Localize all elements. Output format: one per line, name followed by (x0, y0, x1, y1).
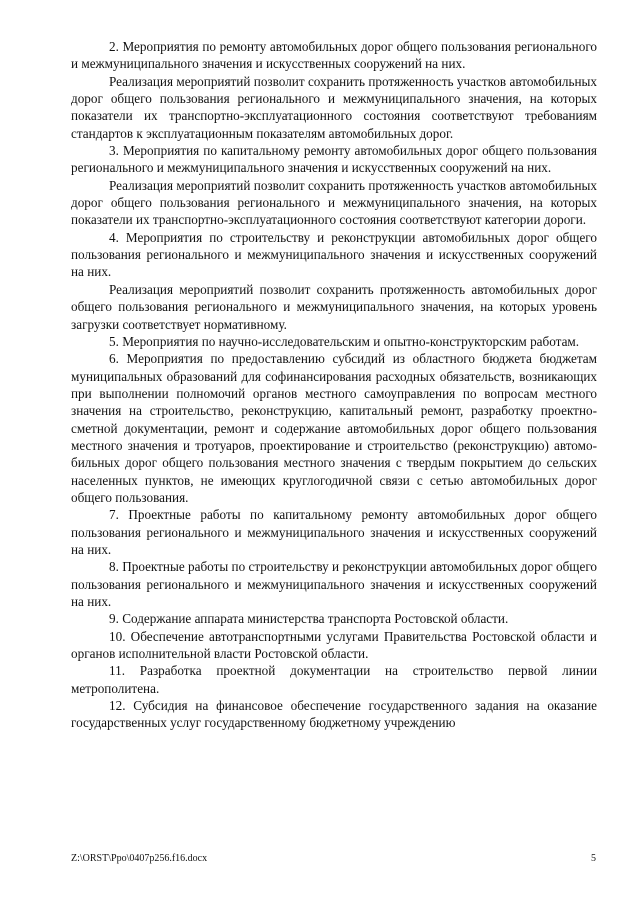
paragraph-item-3: 3. Мероприятия по капитальному ремонту автомобильных дорог общего пользования регионального и межмуниципального значения и искусственных сооружений на них. (71, 143, 597, 176)
paragraph-result-2: Реализация мероприятий позволит сохранить протяженность участков автомобильных дорог общего пользования регионального и межмуниципального значения, на которых показатели их транспортно-эксплуатационного состояния соответствуют требованиям стандартов к эксплуатационным показателям автомобильных дорог. (71, 73, 597, 141)
page-number: 5 (591, 853, 596, 864)
footer-file-path: Z:\ORST\Ppo\0407p256.f16.docx (71, 853, 208, 864)
paragraph-item-11: 11. Разработка проектной документации на строительство первой линии метрополитена. (71, 663, 597, 696)
paragraph-item-7: 7. Проектные работы по капитальному ремонту автомобильных дорог общего пользования регионального и межмуниципального значения и искусственных сооружений на них. (71, 507, 597, 557)
paragraph-item-5: 5. Мероприятия по научно-исследовательским и опытно-конструкторским работам. (109, 333, 580, 349)
paragraph-item-4: 4. Мероприятия по строительству и реконструкции автомобильных дорог общего пользования регионального и межмуниципального значения и искусственных сооружений на них. (71, 229, 597, 280)
paragraph-item-9: 9. Содержание аппарата министерства транспорта Ростовской области. (109, 611, 509, 627)
document-body (71, 38, 597, 732)
paragraph-item-10: 10. Обеспечение автотранспортными услугами Правительства Ростовской области и органов исполнительной власти Ростовской области. (71, 628, 597, 662)
paragraph-item-2: 2. Мероприятия по ремонту автомобильных дорог общего пользования регионального и межмуниципального значения и искусственных сооружений на них. (71, 39, 597, 72)
paragraph-result-3: Реализация мероприятий позволит сохранить протяженность участков автомобильных дорог общего пользования регионального и межмуниципального значения, на которых показатели их транспортно-эксплуатационного состояния соответствуют категории дороги. (71, 177, 597, 228)
paragraph-item-6: 6. Мероприятия по предоставлению субсидий из областного бюджета бюджетам муниципальных образований для софинансирования расходных обязательств, возникающих при выполнении полномочий органов местного самоуправления по вопросам местного значения на строительство, реконструкцию, капитальный ремонт, разработку проектно-сметной документации, ремонт и содержание автомобильных дорог общего пользования местного значения и тротуаров, проектирование и строительство (реконструкцию) автомобильных дорог общего пользования местного значения с твердым покрытием до сельских населенных пунктов, не имеющих круглогодичной связи с сетью автомобильных дорог общего пользования. (71, 351, 597, 505)
paragraph-item-8: 8. Проектные работы по строительству и реконструкции автомобильных дорог общего пользования регионального и межмуниципального значения и искусственных сооружений на них. (71, 559, 597, 609)
paragraph-result-4: Реализация мероприятий позволит сохранить протяженность автомобильных дорог общего пользования регионального и межмуниципального значения, на которых уровень загрузки соответствует нормативному. (71, 281, 597, 332)
paragraph-item-12: 12. Субсидия на финансовое обеспечение государственного задания на оказание государственных услуг государственному бюджетному учреждению (71, 698, 597, 731)
